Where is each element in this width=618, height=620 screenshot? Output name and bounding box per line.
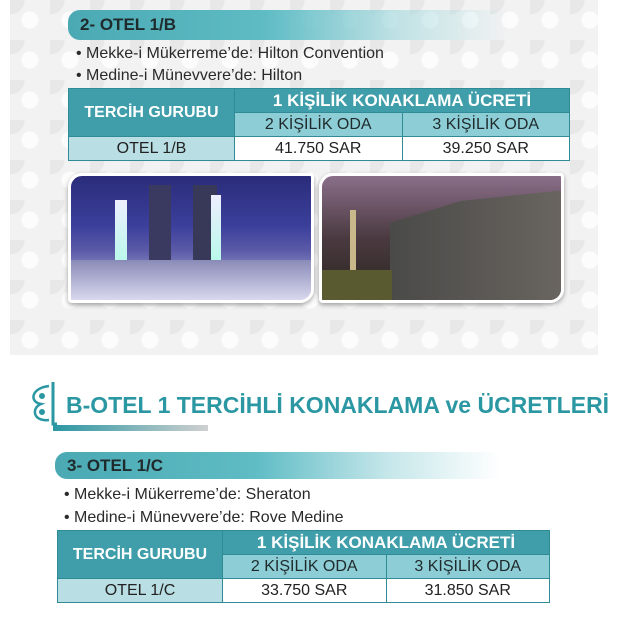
col-3-person: 3 KİŞİLİK ODA <box>386 555 550 579</box>
row-name: OTEL 1/B <box>69 137 235 161</box>
title-underline <box>53 425 208 431</box>
price-2-person: 33.750 SAR <box>223 579 387 603</box>
section-title: B-OTEL 1 TERCİHLİ KONAKLAMA ve ÜCRETLERİ <box>66 392 610 418</box>
col-3-person: 3 KİŞİLİK ODA <box>402 113 570 137</box>
table-row <box>69 137 570 161</box>
ornament-icon <box>27 380 57 428</box>
hotel-1b-heading: 2- OTEL 1/B <box>68 10 508 40</box>
price-3-person: 31.850 SAR <box>386 579 550 603</box>
row-name: OTEL 1/C <box>58 579 223 603</box>
group-header: TERCİH GURUBU <box>69 89 235 137</box>
bullet-mekke: • Mekke-i Mükerreme’de: Sheraton <box>64 486 311 504</box>
price-header: 1 KİŞİLİK KONAKLAMA ÜCRETİ <box>235 89 570 113</box>
col-2-person: 2 KİŞİLİK ODA <box>235 113 403 137</box>
price-header: 1 KİŞİLİK KONAKLAMA ÜCRETİ <box>223 531 550 555</box>
bullet-mekke: • Mekke-i Mükerreme’de: Hilton Convention <box>76 45 384 63</box>
medina-hotel-photo <box>319 173 564 303</box>
mecca-hotel-photo <box>68 173 314 303</box>
col-2-person: 2 KİŞİLİK ODA <box>223 555 387 579</box>
price-table-1b <box>68 88 570 161</box>
price-table-1c <box>57 530 550 603</box>
bullet-medine: • Medine-i Münevvere’de: Hilton <box>76 67 302 85</box>
table-row <box>58 579 550 603</box>
hotel-1c-heading: 3- OTEL 1/C <box>55 452 500 479</box>
price-3-person: 39.250 SAR <box>402 137 570 161</box>
bullet-medine: • Medine-i Münevvere’de: Rove Medine <box>64 509 344 527</box>
group-header: TERCİH GURUBU <box>58 531 223 579</box>
price-2-person: 41.750 SAR <box>235 137 403 161</box>
